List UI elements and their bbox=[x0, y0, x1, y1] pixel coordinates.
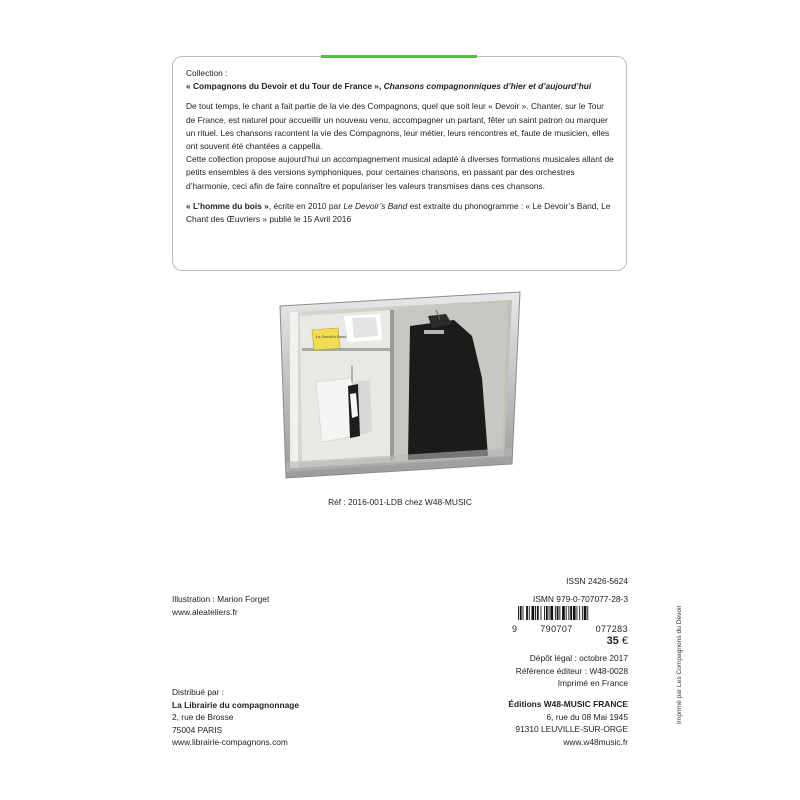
publisher-street: 6, rue du 08 Mai 1945 bbox=[546, 711, 628, 722]
barcode-bar bbox=[577, 606, 578, 620]
depot-legal: Dépôt légal : octobre 2017 bbox=[529, 653, 628, 663]
barcode-bar bbox=[568, 606, 569, 620]
sticker-shape bbox=[312, 328, 340, 350]
barcode-first-digit: 9 bbox=[512, 624, 518, 634]
collection-title bbox=[186, 80, 614, 93]
barcode-group-2: 077283 bbox=[595, 624, 628, 634]
barcode-bar bbox=[532, 606, 535, 620]
distributor-street: 2, rue de Brosse bbox=[172, 712, 234, 723]
barcode-bar bbox=[537, 606, 539, 620]
illustration-name: Illustration : Marion Forget bbox=[172, 594, 270, 604]
publisher-city: 91310 LEUVILLE-SUR-ORGE bbox=[515, 724, 628, 735]
barcode-bar bbox=[555, 606, 556, 620]
barcode-bar bbox=[582, 606, 583, 620]
distributor-website: www.librairie-compagnons.com bbox=[172, 737, 288, 748]
song-paragraph bbox=[186, 200, 614, 226]
illustration-credit bbox=[172, 593, 269, 618]
green-accent-bar bbox=[321, 55, 477, 58]
barcode-bar bbox=[562, 606, 565, 620]
collection-paragraph: Cette collection propose aujourd’hui un accompagnement musical adapté à diverses formations musicales allant de petits ensembles à des versions symphoniques, pour certaines chansons, en passant par des orchestres d’harmonie, ceci afin de faire connaître et populariser les valeurs transmises dans ces chansons. bbox=[186, 154, 614, 191]
price-currency: € bbox=[621, 635, 628, 647]
song-band: Le Devoir’s Band bbox=[343, 200, 408, 211]
barcode-bar bbox=[518, 606, 519, 620]
reference-editeur: Référence éditeur : W48-0028 bbox=[515, 665, 628, 676]
barcode-bar bbox=[546, 606, 548, 620]
collection-info-box bbox=[172, 56, 627, 271]
barcode-bar bbox=[587, 606, 588, 620]
barcode-bar bbox=[566, 606, 567, 620]
barcode-bar bbox=[523, 606, 524, 620]
vertical-printer-note: Imprimé par Les Compagnons du Devoir bbox=[676, 605, 683, 724]
barcode-bar bbox=[541, 606, 542, 620]
barcode-bar bbox=[550, 606, 553, 620]
price bbox=[607, 635, 628, 647]
publisher-website: www.w48music.fr bbox=[563, 736, 628, 747]
collection-title-bold: « Compagnons du Devoir et du Tour de France », bbox=[186, 81, 382, 92]
song-title: « L’homme du bois » bbox=[186, 200, 269, 211]
barcode-lines bbox=[512, 606, 628, 620]
issn: ISSN 2426-5624 bbox=[566, 576, 628, 586]
publisher-name: Éditions W48-MUSIC FRANCE bbox=[508, 699, 628, 709]
song-text-2: est extraite du phonogramme : « Le Devoir’s Band, Le Chant des Œuvriers » publié le 15 Avril 2016 bbox=[186, 200, 611, 225]
cd-case-image bbox=[276, 286, 526, 480]
barcode-bar bbox=[526, 606, 528, 620]
barcode-block bbox=[512, 606, 628, 634]
illustration-website: www.aleateliers.fr bbox=[172, 606, 238, 617]
distributor-city: 75004 PARIS bbox=[172, 724, 223, 735]
distributor-label: Distribué par : bbox=[172, 687, 225, 697]
reference-number: Réf : 2016-001-LDB chez W48-MUSIC bbox=[328, 497, 472, 507]
barcode-bar bbox=[573, 606, 576, 620]
barcode-bar bbox=[549, 606, 550, 620]
song-text-1: , écrite en 2010 par bbox=[268, 200, 344, 211]
legal-info bbox=[516, 652, 628, 690]
barcode-bar bbox=[570, 606, 572, 620]
barcode-bar bbox=[520, 606, 522, 620]
barcode-bar bbox=[559, 606, 560, 620]
barcode-bar bbox=[557, 606, 559, 620]
intro-paragraph: De tout temps, le chant a fait partie de la vie des Compagnons, quel que soit leur « Devoir ». Chanter, sur le Tour de France, est naturel pour accueillir un nouveau venu, accompagner un partant, fêter un saint patron ou marquer un rituel. Les chansons racontent la vie des Compagnons, leur métier, leurs rencontres et, faute de musicien, elles ont souvent été chantées a cappella. bbox=[186, 101, 610, 152]
ismn: ISMN 979-0-707077-28-3 bbox=[533, 594, 628, 604]
barcode-digits bbox=[512, 624, 628, 634]
collection-label: Collection : bbox=[186, 68, 228, 78]
barcode-bar bbox=[529, 606, 530, 620]
barcode-bar bbox=[579, 606, 580, 620]
sticker-text: Le Devoir's Band bbox=[316, 334, 347, 339]
printed-in: Imprimé en France bbox=[557, 678, 628, 689]
barcode-bar bbox=[544, 606, 545, 620]
barcode-bar bbox=[584, 606, 587, 620]
barcode-group-1: 790707 bbox=[540, 624, 573, 634]
price-amount: 35 bbox=[606, 635, 619, 647]
distributor-name: La Librairie du compagnonnage bbox=[172, 699, 300, 710]
barcode-bar bbox=[535, 606, 536, 620]
publisher-block bbox=[508, 698, 628, 748]
collection-title-italic: Chansons compagnonniques d’hier et d’aujourd’hui bbox=[383, 81, 592, 92]
distributor-block bbox=[172, 686, 299, 749]
